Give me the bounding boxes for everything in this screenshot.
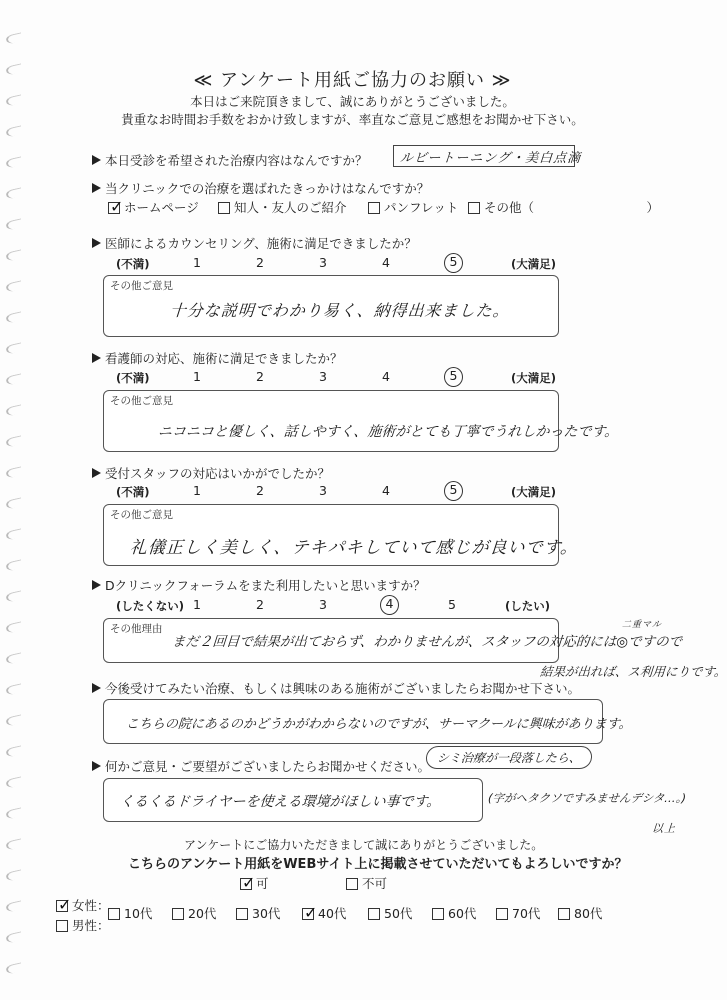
q1-answer: ルビートーニング・美白点滴 — [399, 151, 582, 166]
q3-rating-2[interactable]: 2 — [256, 255, 264, 270]
q3-rating-4[interactable]: 4 — [382, 255, 390, 270]
age-50s-option[interactable]: 50代 — [368, 904, 412, 922]
q4-rating-5[interactable]: 5 — [444, 367, 463, 387]
q7-comment-box[interactable] — [103, 699, 633, 744]
question-6: Dクリニックフォーラムをまた利用したいと思いますか？ — [92, 576, 426, 594]
publish-no-option[interactable]: 不可 — [346, 874, 387, 892]
q4-scale-low: (不満) — [116, 371, 150, 385]
q1-answer-box — [393, 145, 582, 167]
q6-rating-5[interactable]: 5 — [448, 597, 456, 612]
age-70s-option[interactable]: 70代 — [496, 904, 540, 922]
intro-line-1: 本日はご来院頂きまして、誠にありがとうございました。 — [190, 94, 515, 109]
q6-comment-label: その他理由 — [110, 623, 163, 635]
q6-note: 二重マル — [621, 620, 663, 630]
q3-rating-3[interactable]: 3 — [319, 255, 327, 270]
q3-rating-5[interactable]: 5 — [444, 253, 463, 273]
question-4: 看護師の対応、施術に満足できましたか？ — [92, 349, 343, 367]
question-8: 何かご意見・ご要望がございましたらお聞かせください。 — [92, 757, 430, 775]
q7-speech-bubble: シミ治療が一段落したら、 — [425, 746, 593, 769]
q6-comment-continued: 結果が出れば、ス利用にりです。 — [539, 664, 727, 679]
publish-yes-option[interactable]: ✓ 可 — [242, 873, 269, 892]
q3-comment-box[interactable] — [103, 275, 559, 337]
closing-thanks: アンケートにご協力いただきまして誠にありがとうございました。 — [184, 838, 544, 852]
question-1: 本日受診を希望された治療内容はなんですか？ — [92, 151, 368, 169]
q4-rating-1[interactable]: 1 — [193, 369, 201, 384]
q4-rating-4[interactable]: 4 — [382, 369, 390, 384]
page-title: ≪ アンケート用紙ご協力のお願い ≫ — [193, 70, 512, 91]
option-referral[interactable]: 知人・友人のご紹介 — [218, 198, 347, 216]
question-7: 今後受けてみたい治療、もしくは興味のある施術がございましたらお聞かせ下さい。 — [92, 679, 580, 697]
q8-comment-box[interactable] — [103, 778, 483, 822]
q7-comment: こちらの院にあるのかどうかがわからないのですが、サーマクールに興味があります。 — [125, 717, 633, 732]
q8-aside: (字がヘタクソですみませんデシタ…。) — [487, 791, 687, 805]
age-20s-option[interactable]: 20代 — [172, 904, 216, 922]
question-3: 医師によるカウンセリング、施術に満足できましたか？ — [92, 234, 417, 252]
age-80s-option[interactable]: 80代 — [558, 904, 602, 922]
q8-comment: くるくるドライヤーを使える環境がほしい事です。 — [119, 794, 441, 810]
intro-line-2: 貴重なお時間お手数をおかけ致しますが、率直なご意見ご感想をお聞かせ下さい。 — [121, 112, 584, 127]
age-10s-option[interactable]: 10代 — [108, 904, 152, 922]
option-homepage[interactable]: ✓ ホームページ — [110, 197, 199, 216]
closing-question: こちらのアンケート用紙をWEBサイト上に掲載させていただいてもよろしいですか？ — [128, 857, 628, 872]
option-other[interactable]: その他（ ） — [468, 198, 659, 216]
age-40s-option[interactable]: ✓ 40代 — [304, 903, 347, 922]
question-5: 受付スタッフの対応はいかがでしたか？ — [92, 464, 330, 482]
q6-rating-2[interactable]: 2 — [256, 597, 264, 612]
q5-scale-high: (大満足) — [511, 485, 557, 499]
q5-rating-5[interactable]: 5 — [444, 481, 463, 501]
age-30s-option[interactable]: 30代 — [236, 904, 280, 922]
q3-comment-label: その他ご意見 — [110, 280, 173, 292]
q6-rating-4[interactable]: 4 — [380, 595, 399, 615]
q4-comment-box[interactable] — [103, 390, 619, 452]
q4-scale-high: (大満足) — [511, 371, 557, 385]
question-2: 当クリニックでの治療を選ばれたきっかけはなんですか？ — [92, 179, 429, 197]
q5-comment: 礼儀正しく美しく、テキパキしていて感じが良いです。 — [129, 538, 579, 558]
q4-comment: ニコニコと優しく、話しやすく、施術がとても丁寧でうれしかったです。 — [157, 424, 619, 440]
q5-rating-2[interactable]: 2 — [256, 483, 264, 498]
q5-scale-low: (不満) — [116, 485, 150, 499]
option-pamphlet[interactable]: パンフレット — [368, 198, 458, 216]
q3-rating-1[interactable]: 1 — [193, 255, 201, 270]
q4-rating-2[interactable]: 2 — [256, 369, 264, 384]
q5-rating-1[interactable]: 1 — [193, 483, 201, 498]
q5-rating-4[interactable]: 4 — [382, 483, 390, 498]
gender-male-option[interactable]: 男性： — [56, 916, 110, 934]
q3-comment: 十分な説明でわかり易く、納得出来ました。 — [169, 301, 511, 320]
q6-scale-low: (したくない) — [116, 599, 185, 613]
q5-comment-label: その他ご意見 — [110, 509, 173, 521]
q5-rating-3[interactable]: 3 — [319, 483, 327, 498]
q4-rating-3[interactable]: 3 — [319, 369, 327, 384]
q6-rating-3[interactable]: 3 — [319, 597, 327, 612]
q8-signoff: 以上 — [651, 822, 677, 835]
q6-rating-1[interactable]: 1 — [193, 597, 201, 612]
q6-comment: まだ２回目で結果が出ておらず、わかりませんが、スタッフの対応的には◎ですので — [171, 634, 683, 650]
q4-comment-label: その他ご意見 — [110, 395, 173, 407]
q6-scale-high: (したい) — [505, 599, 551, 613]
q3-scale-low: (不満) — [116, 257, 150, 271]
gender-female-option[interactable]: ✓ 女性： — [58, 895, 110, 914]
q5-comment-box[interactable] — [103, 504, 579, 566]
q3-scale-high: (大満足) — [511, 257, 557, 271]
age-60s-option[interactable]: 60代 — [432, 904, 476, 922]
